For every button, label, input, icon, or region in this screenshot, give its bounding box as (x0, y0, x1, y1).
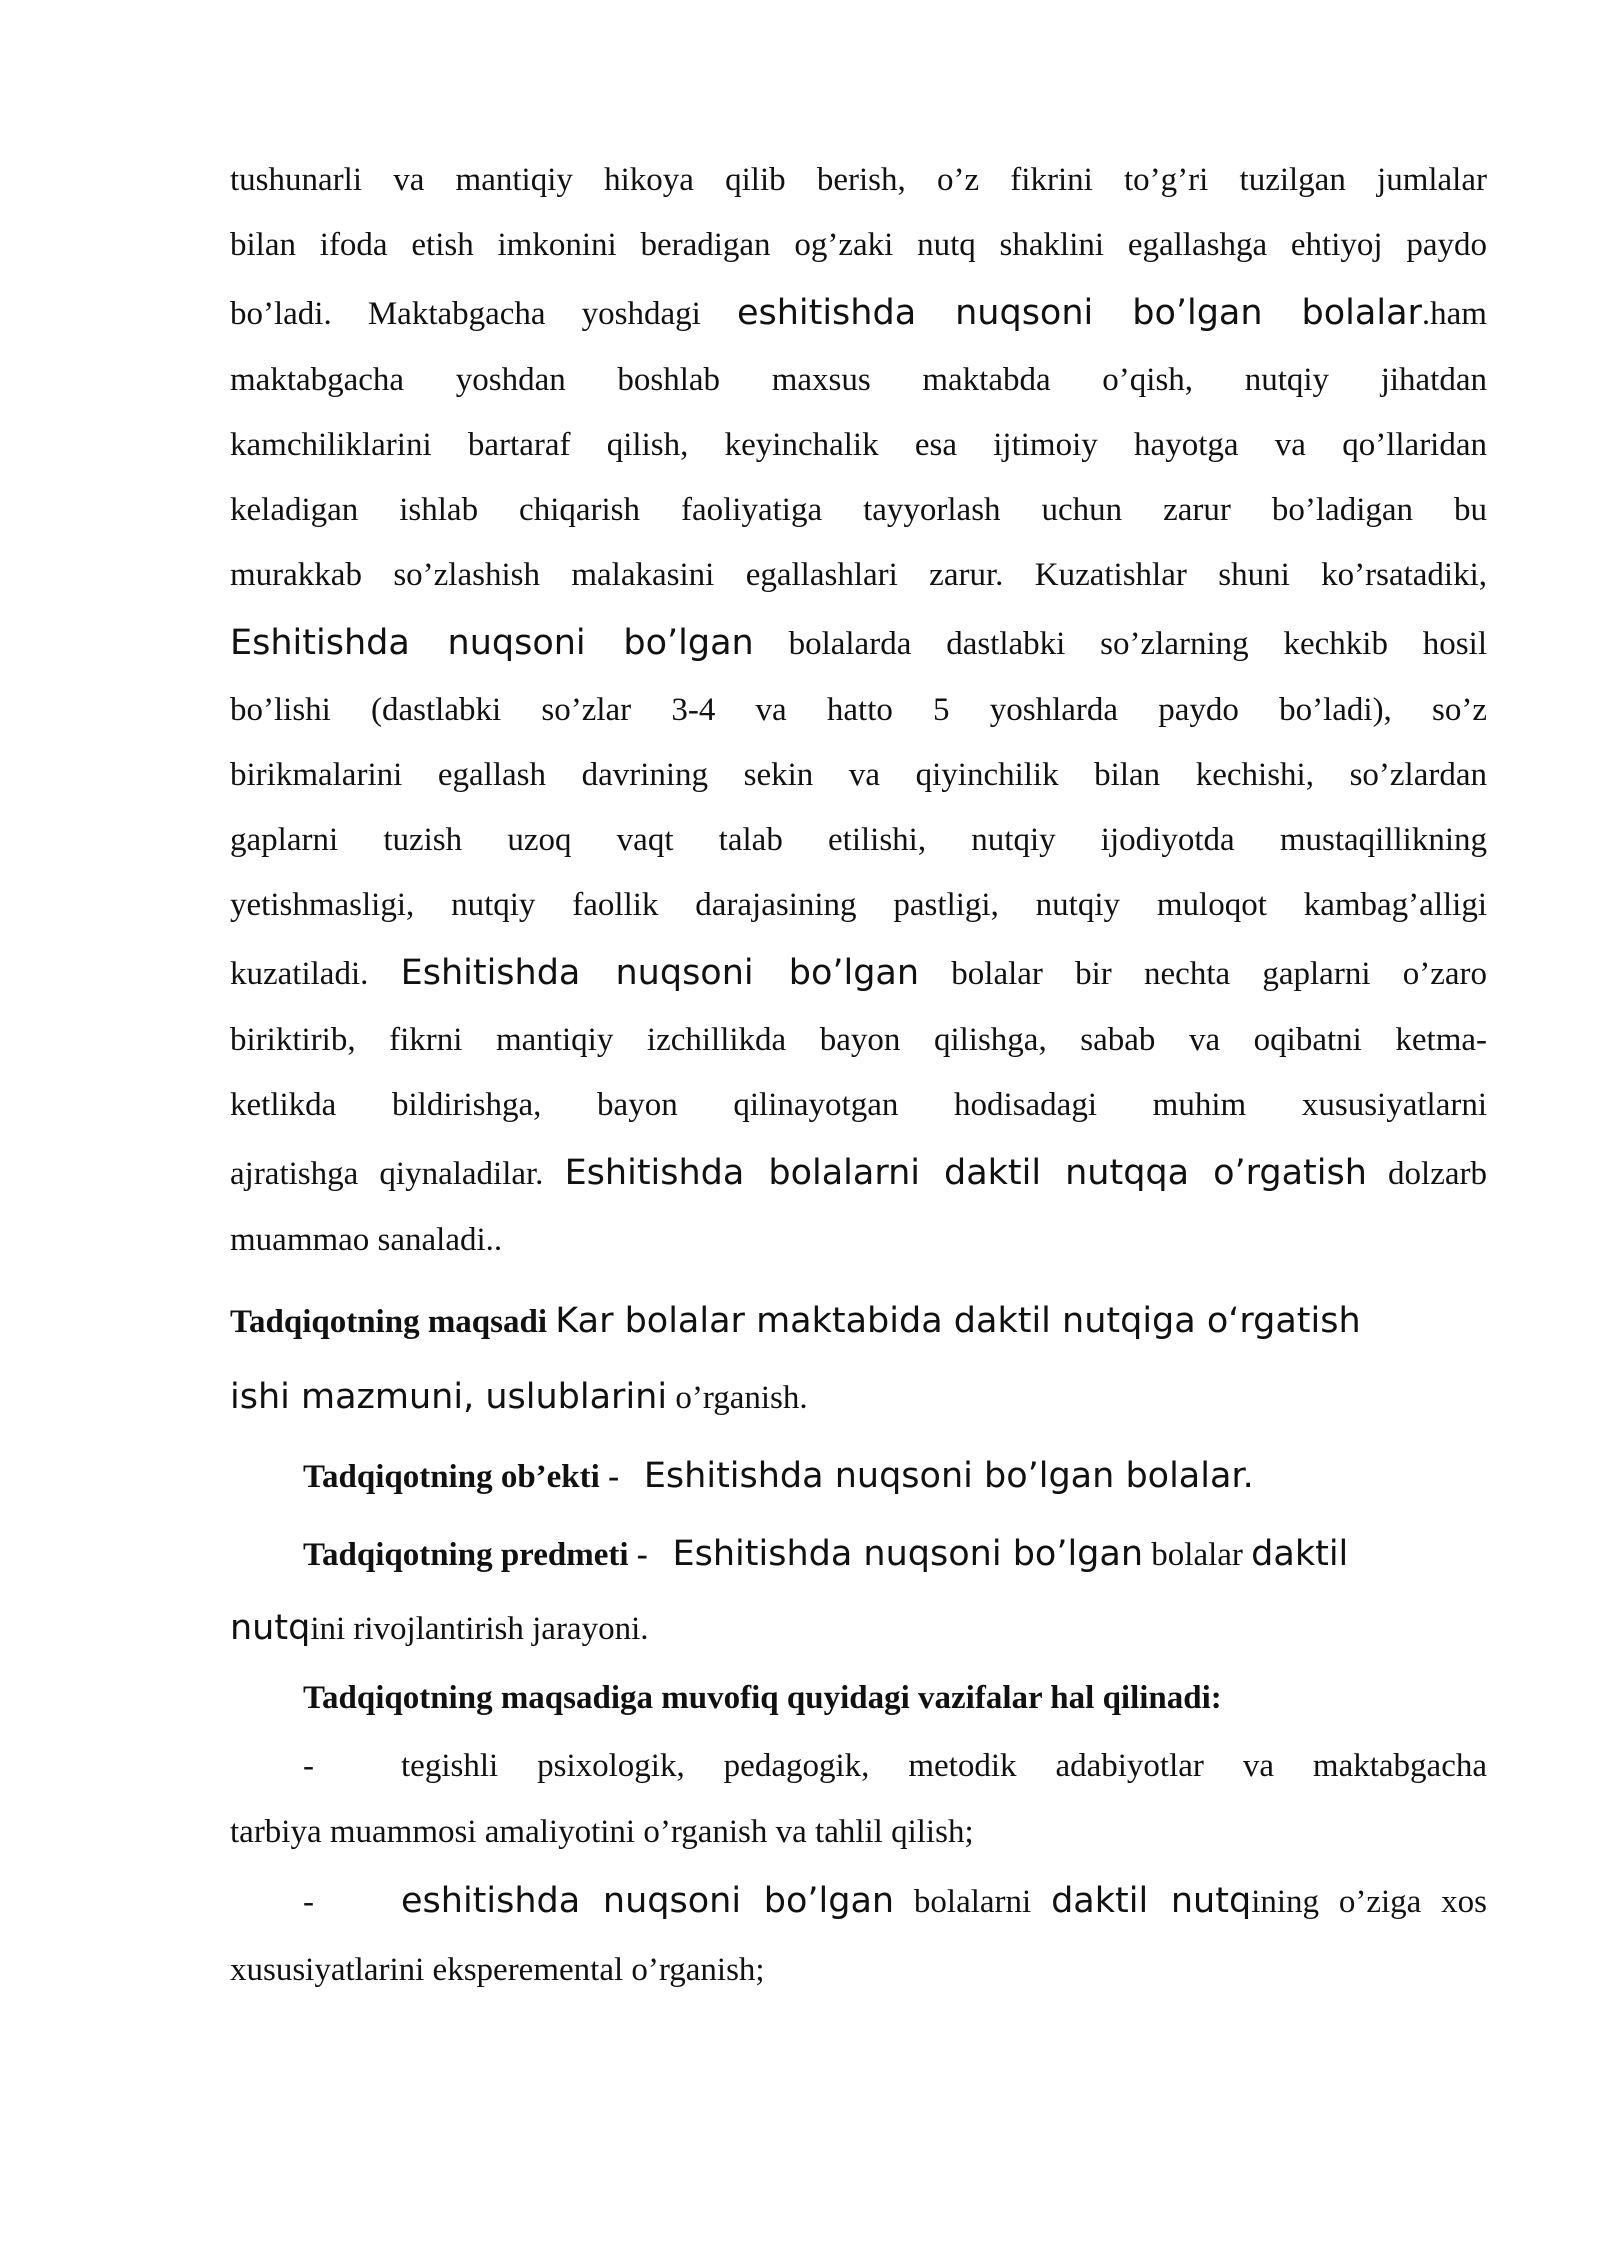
goal-text-line2: ishi mazmuni, uslublarini (230, 1377, 668, 1417)
paragraph-line (230, 873, 1487, 938)
task2-text1: eshitishda nuqsoni bo’lgan (401, 1881, 895, 1921)
paragraph-line (230, 413, 1487, 478)
text-run: kamchiliklarini bartaraf qilish, keyinchalik esa ijtimoiy hayotga va qo’llaridan (230, 427, 1487, 463)
highlighted-phrase: Eshitishda bolalarni daktil nutqqa o’rgatish (564, 1153, 1367, 1193)
text-run: ketlikda bildirishga, bayon qilinayotgan hodisadagi muhim xususiyatlarni (230, 1087, 1487, 1123)
list-dash: - (303, 1884, 314, 1920)
text-run: biriktirib, fikrni mantiqiy izchillikda bayon qilishga, sabab va oqibatni ketma- (230, 1022, 1487, 1058)
paragraph-line (230, 213, 1487, 278)
object-statement (230, 1437, 1487, 1515)
list-item (230, 1733, 1487, 1865)
goal-label: Tadqiqotning maqsadi (230, 1304, 548, 1340)
text-run: bolalar bir nechta gaplarni o’zaro (919, 956, 1487, 992)
task1-line1: tegishli psixologik, pedagogik, metodik adabiyotlar va maktabgacha (401, 1748, 1487, 1784)
task2-text2: bolalarni (894, 1884, 1052, 1920)
text-run: .ham (1421, 296, 1487, 332)
object-text: Eshitishda nuqsoni bo’lgan bolalar. (643, 1456, 1254, 1496)
paragraph-line (230, 1208, 1487, 1273)
highlighted-phrase: Eshitishda nuqsoni bo’lgan (400, 953, 920, 993)
text-run: bilan ifoda etish imkonini beradigan og’zaki nutq shaklini egallashga ehtiyoj paydo (230, 227, 1487, 263)
text-run: ajratishga qiynaladilar. (230, 1156, 565, 1192)
text-run: kuzatiladi. (230, 956, 401, 992)
highlighted-phrase: Eshitishda nuqsoni bo’lgan (230, 623, 754, 663)
subject-text4: nutq (230, 1608, 311, 1648)
list-item (230, 1865, 1487, 2003)
task2-line2: xususiyatlarini eksperemental o’rganish; (230, 1952, 765, 1988)
paragraph-line (230, 478, 1487, 543)
subject-text2: bolalar (1143, 1537, 1252, 1573)
intro-paragraph (230, 148, 1487, 1273)
text-run: yetishmasligi, nutqiy faollik darajasining pastligi, nutqiy muloqot kambag’alligi (230, 887, 1487, 923)
text-run: birikmalarini egallash davrining sekin va qiyinchilik bilan kechishi, so’zlardan (230, 757, 1487, 793)
text-run: dolzarb (1366, 1156, 1487, 1192)
task1-line2: tarbiya muammosi amaliyotini o’rganish va tahlil qilish; (230, 1814, 974, 1850)
paragraph-line (230, 1073, 1487, 1138)
subject-text3: daktil (1251, 1534, 1349, 1574)
paragraph-line (230, 608, 1487, 678)
paragraph-line (230, 743, 1487, 808)
paragraph-line (230, 543, 1487, 608)
goal-statement (230, 1281, 1487, 1433)
document-page (230, 148, 1487, 2003)
paragraph-line (230, 1008, 1487, 1073)
paragraph-line (230, 938, 1487, 1008)
text-run: bo’lishi (dastlabki so’zlar 3-4 va hatto 5 yoshlarda paydo bo’ladi), so’z (230, 692, 1487, 728)
highlighted-phrase: eshitishda nuqsoni bo’lgan bolalar (736, 293, 1422, 333)
text-run: muammao sanaladi.. (230, 1222, 503, 1258)
text-run: gaplarni tuzish uzoq vaqt talab etilishi, nutqiy ijodiyotda mustaqillikning (230, 822, 1487, 858)
goal-text-line1: Kar bolalar maktabida daktil nutqiga o‘rgatish (555, 1301, 1361, 1341)
paragraph-line (230, 1138, 1487, 1208)
tasks-heading: Tadqiqotning maqsadiga muvofiq quyidagi vazifalar hal qilinadi: (303, 1680, 1222, 1716)
list-dash: - (303, 1748, 314, 1784)
paragraph-line (230, 348, 1487, 413)
paragraph-line (230, 148, 1487, 213)
text-run: murakkab so’zlashish malakasini egallashlari zarur. Kuzatishlar shuni ko’rsatadiki, (230, 557, 1487, 593)
object-label: Tadqiqotning ob’ekti - (303, 1459, 620, 1495)
paragraph-line (230, 278, 1487, 348)
task2-text4: ining o’ziga xos (1251, 1884, 1487, 1920)
text-run: maktabgacha yoshdan boshlab maxsus maktabda o’qish, nutqiy jihatdan (230, 362, 1487, 398)
text-run: bo’ladi. Maktabgacha yoshdagi (230, 296, 737, 332)
subject-label: Tadqiqotning predmeti - (303, 1537, 648, 1573)
text-run: tushunarli va mantiqiy hikoya qilib berish, o’z fikrini to’g’ri tuzilgan jumlalar (230, 162, 1487, 198)
subject-statement (230, 1515, 1487, 1663)
paragraph-line (230, 808, 1487, 873)
text-run: bolalarda dastlabki so’zlarning kechkib hosil (753, 626, 1487, 662)
subject-tail: ini rivojlantirish jarayoni. (310, 1611, 649, 1647)
task2-text3: daktil nutq (1051, 1881, 1252, 1921)
subject-text1: Eshitishda nuqsoni bo’lgan (672, 1534, 1144, 1574)
goal-tail: o’rganish. (667, 1380, 808, 1416)
paragraph-line (230, 678, 1487, 743)
text-run: keladigan ishlab chiqarish faoliyatiga tayyorlash uchun zarur bo’ladigan bu (230, 492, 1487, 528)
tasks-section (230, 1663, 1487, 2003)
